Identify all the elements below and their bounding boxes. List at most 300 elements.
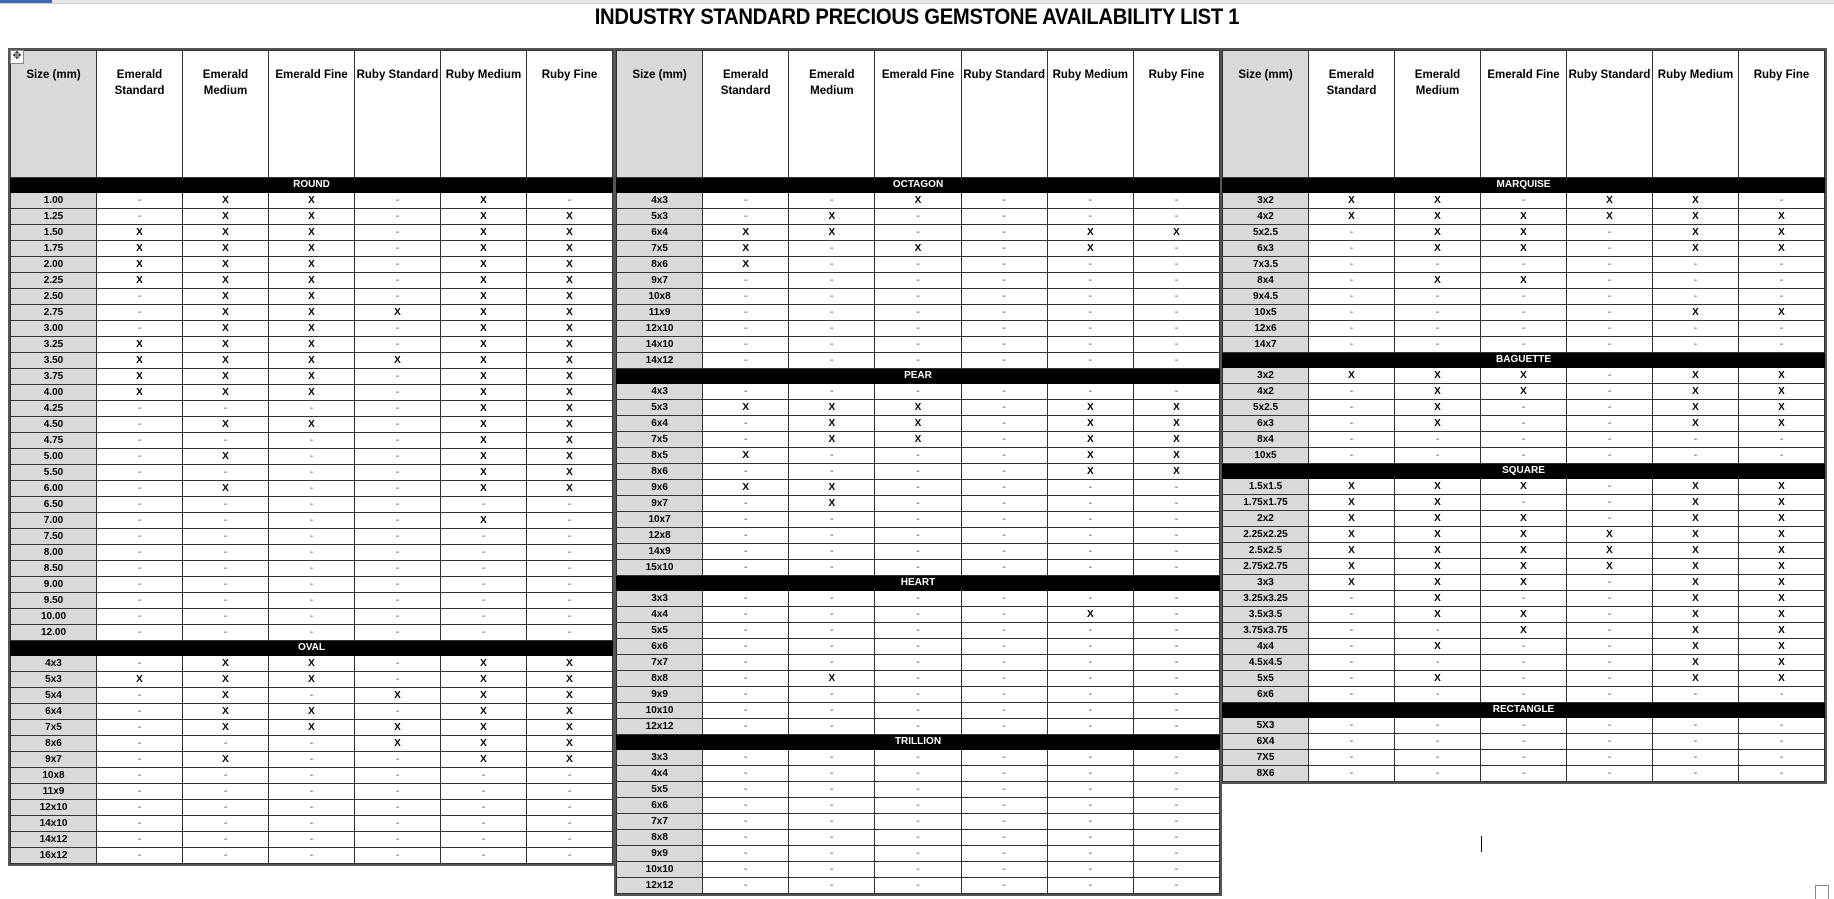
available-cell[interactable]: X bbox=[97, 672, 183, 688]
size-cell[interactable]: 15x10 bbox=[617, 560, 703, 576]
available-cell[interactable]: X bbox=[269, 209, 355, 225]
unavailable-cell[interactable]: - bbox=[1567, 321, 1653, 337]
available-cell[interactable]: X bbox=[1395, 575, 1481, 591]
unavailable-cell[interactable]: - bbox=[97, 481, 183, 497]
available-cell[interactable]: X bbox=[527, 433, 613, 449]
size-cell[interactable]: 9x4.5 bbox=[1223, 289, 1309, 305]
available-cell[interactable]: X bbox=[1481, 559, 1567, 575]
unavailable-cell[interactable]: - bbox=[1567, 718, 1653, 734]
unavailable-cell[interactable]: - bbox=[1567, 241, 1653, 257]
unavailable-cell[interactable]: - bbox=[1133, 766, 1219, 782]
unavailable-cell[interactable]: - bbox=[97, 305, 183, 321]
unavailable-cell[interactable]: - bbox=[1133, 655, 1219, 671]
unavailable-cell[interactable]: - bbox=[355, 609, 441, 625]
unavailable-cell[interactable]: - bbox=[875, 687, 961, 703]
unavailable-cell[interactable]: - bbox=[1395, 448, 1481, 464]
size-cell[interactable]: 3.5x3.5 bbox=[1223, 607, 1309, 623]
unavailable-cell[interactable]: - bbox=[961, 623, 1047, 639]
unavailable-cell[interactable]: - bbox=[1567, 639, 1653, 655]
size-cell[interactable]: 2.75x2.75 bbox=[1223, 559, 1309, 575]
unavailable-cell[interactable]: - bbox=[1309, 718, 1395, 734]
unavailable-cell[interactable]: - bbox=[269, 688, 355, 704]
unavailable-cell[interactable]: - bbox=[1133, 830, 1219, 846]
unavailable-cell[interactable]: - bbox=[1133, 782, 1219, 798]
unavailable-cell[interactable]: - bbox=[703, 512, 789, 528]
unavailable-cell[interactable]: - bbox=[875, 384, 961, 400]
unavailable-cell[interactable]: - bbox=[1567, 400, 1653, 416]
unavailable-cell[interactable]: - bbox=[355, 768, 441, 784]
unavailable-cell[interactable]: - bbox=[1653, 718, 1739, 734]
unavailable-cell[interactable]: - bbox=[97, 497, 183, 513]
unavailable-cell[interactable]: - bbox=[97, 848, 183, 864]
unavailable-cell[interactable]: - bbox=[355, 752, 441, 768]
unavailable-cell[interactable]: - bbox=[961, 257, 1047, 273]
unavailable-cell[interactable]: - bbox=[269, 625, 355, 641]
size-cell[interactable]: 5x2.5 bbox=[1223, 225, 1309, 241]
size-cell[interactable]: 3.25 bbox=[11, 337, 97, 353]
available-cell[interactable]: X bbox=[1395, 273, 1481, 289]
unavailable-cell[interactable]: - bbox=[1653, 289, 1739, 305]
available-cell[interactable]: X bbox=[183, 209, 269, 225]
unavailable-cell[interactable]: - bbox=[703, 496, 789, 512]
available-cell[interactable]: X bbox=[97, 353, 183, 369]
unavailable-cell[interactable]: - bbox=[1309, 241, 1395, 257]
available-cell[interactable]: X bbox=[183, 241, 269, 257]
available-cell[interactable]: X bbox=[527, 209, 613, 225]
unavailable-cell[interactable]: - bbox=[1047, 798, 1133, 814]
unavailable-cell[interactable]: - bbox=[875, 750, 961, 766]
size-cell[interactable]: 8.00 bbox=[11, 545, 97, 561]
size-cell[interactable]: 8x4 bbox=[1223, 432, 1309, 448]
size-cell[interactable]: 4x3 bbox=[617, 384, 703, 400]
unavailable-cell[interactable]: - bbox=[961, 432, 1047, 448]
unavailable-cell[interactable]: - bbox=[961, 607, 1047, 623]
unavailable-cell[interactable]: - bbox=[703, 671, 789, 687]
unavailable-cell[interactable]: - bbox=[97, 209, 183, 225]
available-cell[interactable]: X bbox=[1739, 241, 1825, 257]
available-cell[interactable]: X bbox=[527, 720, 613, 736]
unavailable-cell[interactable]: - bbox=[441, 545, 527, 561]
unavailable-cell[interactable]: - bbox=[1047, 782, 1133, 798]
unavailable-cell[interactable]: - bbox=[1653, 766, 1739, 782]
unavailable-cell[interactable]: - bbox=[183, 768, 269, 784]
size-cell[interactable]: 4x4 bbox=[617, 607, 703, 623]
unavailable-cell[interactable]: - bbox=[1481, 448, 1567, 464]
unavailable-cell[interactable]: - bbox=[1653, 750, 1739, 766]
unavailable-cell[interactable]: - bbox=[441, 529, 527, 545]
unavailable-cell[interactable]: - bbox=[703, 416, 789, 432]
size-cell[interactable]: 7X5 bbox=[1223, 750, 1309, 766]
unavailable-cell[interactable]: - bbox=[1047, 512, 1133, 528]
unavailable-cell[interactable]: - bbox=[961, 591, 1047, 607]
size-cell[interactable]: 6.50 bbox=[11, 497, 97, 513]
unavailable-cell[interactable]: - bbox=[1739, 257, 1825, 273]
available-cell[interactable]: X bbox=[1739, 495, 1825, 511]
unavailable-cell[interactable]: - bbox=[1653, 448, 1739, 464]
unavailable-cell[interactable]: - bbox=[703, 719, 789, 735]
size-cell[interactable]: 5x5 bbox=[1223, 671, 1309, 687]
unavailable-cell[interactable]: - bbox=[1309, 607, 1395, 623]
unavailable-cell[interactable]: - bbox=[269, 784, 355, 800]
available-cell[interactable]: X bbox=[1567, 543, 1653, 559]
unavailable-cell[interactable]: - bbox=[789, 448, 875, 464]
available-cell[interactable]: X bbox=[1481, 384, 1567, 400]
unavailable-cell[interactable]: - bbox=[1739, 766, 1825, 782]
unavailable-cell[interactable]: - bbox=[1653, 257, 1739, 273]
available-cell[interactable]: X bbox=[527, 289, 613, 305]
unavailable-cell[interactable]: - bbox=[875, 257, 961, 273]
available-cell[interactable]: X bbox=[527, 481, 613, 497]
unavailable-cell[interactable]: - bbox=[97, 529, 183, 545]
size-cell[interactable]: 8x8 bbox=[617, 830, 703, 846]
unavailable-cell[interactable]: - bbox=[1133, 273, 1219, 289]
size-cell[interactable]: 6X4 bbox=[1223, 734, 1309, 750]
unavailable-cell[interactable]: - bbox=[789, 528, 875, 544]
available-cell[interactable]: X bbox=[1567, 527, 1653, 543]
unavailable-cell[interactable]: - bbox=[1567, 734, 1653, 750]
available-cell[interactable]: X bbox=[527, 257, 613, 273]
unavailable-cell[interactable]: - bbox=[355, 209, 441, 225]
available-cell[interactable]: X bbox=[1653, 241, 1739, 257]
unavailable-cell[interactable]: - bbox=[1133, 703, 1219, 719]
unavailable-cell[interactable]: - bbox=[789, 464, 875, 480]
size-cell[interactable]: 8.50 bbox=[11, 561, 97, 577]
unavailable-cell[interactable]: - bbox=[1133, 353, 1219, 369]
available-cell[interactable]: X bbox=[1481, 225, 1567, 241]
available-cell[interactable]: X bbox=[527, 337, 613, 353]
unavailable-cell[interactable]: - bbox=[441, 497, 527, 513]
size-cell[interactable]: 4.50 bbox=[11, 417, 97, 433]
size-cell[interactable]: 16x12 bbox=[11, 848, 97, 864]
available-cell[interactable]: X bbox=[355, 688, 441, 704]
available-cell[interactable]: X bbox=[789, 400, 875, 416]
unavailable-cell[interactable]: - bbox=[789, 353, 875, 369]
unavailable-cell[interactable]: - bbox=[527, 800, 613, 816]
unavailable-cell[interactable]: - bbox=[441, 577, 527, 593]
size-cell[interactable]: 5.00 bbox=[11, 449, 97, 465]
available-cell[interactable]: X bbox=[1739, 400, 1825, 416]
unavailable-cell[interactable]: - bbox=[1653, 337, 1739, 353]
available-cell[interactable]: X bbox=[1653, 209, 1739, 225]
size-cell[interactable]: 4x3 bbox=[617, 193, 703, 209]
size-cell[interactable]: 14x12 bbox=[617, 353, 703, 369]
unavailable-cell[interactable]: - bbox=[183, 848, 269, 864]
unavailable-cell[interactable]: - bbox=[97, 784, 183, 800]
unavailable-cell[interactable]: - bbox=[183, 625, 269, 641]
available-cell[interactable]: X bbox=[441, 305, 527, 321]
unavailable-cell[interactable]: - bbox=[961, 321, 1047, 337]
available-cell[interactable]: X bbox=[875, 241, 961, 257]
available-cell[interactable]: X bbox=[1653, 416, 1739, 432]
size-cell[interactable]: 9x7 bbox=[11, 752, 97, 768]
available-cell[interactable]: X bbox=[1739, 368, 1825, 384]
available-cell[interactable]: X bbox=[269, 257, 355, 273]
unavailable-cell[interactable]: - bbox=[961, 655, 1047, 671]
unavailable-cell[interactable]: - bbox=[1481, 495, 1567, 511]
unavailable-cell[interactable]: - bbox=[961, 782, 1047, 798]
available-cell[interactable]: X bbox=[1395, 511, 1481, 527]
unavailable-cell[interactable]: - bbox=[703, 273, 789, 289]
unavailable-cell[interactable]: - bbox=[97, 401, 183, 417]
unavailable-cell[interactable]: - bbox=[875, 209, 961, 225]
unavailable-cell[interactable]: - bbox=[97, 609, 183, 625]
unavailable-cell[interactable]: - bbox=[875, 591, 961, 607]
unavailable-cell[interactable]: - bbox=[1309, 655, 1395, 671]
unavailable-cell[interactable]: - bbox=[789, 623, 875, 639]
move-arrows-icon[interactable]: ✥ bbox=[10, 50, 24, 64]
unavailable-cell[interactable]: - bbox=[1739, 687, 1825, 703]
size-cell[interactable]: 1.5x1.5 bbox=[1223, 479, 1309, 495]
available-cell[interactable]: X bbox=[527, 736, 613, 752]
unavailable-cell[interactable]: - bbox=[789, 878, 875, 894]
unavailable-cell[interactable]: - bbox=[269, 465, 355, 481]
unavailable-cell[interactable]: - bbox=[269, 481, 355, 497]
unavailable-cell[interactable]: - bbox=[1133, 878, 1219, 894]
available-cell[interactable]: X bbox=[527, 385, 613, 401]
unavailable-cell[interactable]: - bbox=[1567, 495, 1653, 511]
size-cell[interactable]: 5x5 bbox=[617, 623, 703, 639]
available-cell[interactable]: X bbox=[441, 417, 527, 433]
unavailable-cell[interactable]: - bbox=[441, 609, 527, 625]
available-cell[interactable]: X bbox=[441, 481, 527, 497]
unavailable-cell[interactable]: - bbox=[355, 289, 441, 305]
unavailable-cell[interactable]: - bbox=[1133, 814, 1219, 830]
available-cell[interactable]: X bbox=[183, 449, 269, 465]
available-cell[interactable]: X bbox=[1395, 543, 1481, 559]
available-cell[interactable]: X bbox=[97, 369, 183, 385]
size-cell[interactable]: 5X3 bbox=[1223, 718, 1309, 734]
unavailable-cell[interactable]: - bbox=[1309, 321, 1395, 337]
unavailable-cell[interactable]: - bbox=[1047, 766, 1133, 782]
size-cell[interactable]: 2.00 bbox=[11, 257, 97, 273]
available-cell[interactable]: X bbox=[1481, 607, 1567, 623]
size-cell[interactable]: 7.50 bbox=[11, 529, 97, 545]
unavailable-cell[interactable]: - bbox=[269, 848, 355, 864]
unavailable-cell[interactable]: - bbox=[269, 816, 355, 832]
unavailable-cell[interactable]: - bbox=[875, 225, 961, 241]
available-cell[interactable]: X bbox=[1133, 464, 1219, 480]
size-cell[interactable]: 9x6 bbox=[617, 480, 703, 496]
available-cell[interactable]: X bbox=[269, 385, 355, 401]
unavailable-cell[interactable]: - bbox=[1047, 830, 1133, 846]
unavailable-cell[interactable]: - bbox=[97, 832, 183, 848]
available-cell[interactable]: X bbox=[183, 353, 269, 369]
unavailable-cell[interactable]: - bbox=[183, 816, 269, 832]
available-cell[interactable]: X bbox=[1395, 479, 1481, 495]
available-cell[interactable]: X bbox=[1395, 559, 1481, 575]
unavailable-cell[interactable]: - bbox=[1133, 193, 1219, 209]
unavailable-cell[interactable]: - bbox=[1133, 591, 1219, 607]
unavailable-cell[interactable]: - bbox=[1653, 432, 1739, 448]
available-cell[interactable]: X bbox=[441, 225, 527, 241]
available-cell[interactable]: X bbox=[269, 289, 355, 305]
unavailable-cell[interactable]: - bbox=[355, 672, 441, 688]
unavailable-cell[interactable]: - bbox=[1395, 750, 1481, 766]
available-cell[interactable]: X bbox=[789, 480, 875, 496]
unavailable-cell[interactable]: - bbox=[961, 480, 1047, 496]
unavailable-cell[interactable]: - bbox=[1047, 719, 1133, 735]
size-cell[interactable]: 3x2 bbox=[1223, 368, 1309, 384]
size-cell[interactable]: 9x9 bbox=[617, 846, 703, 862]
unavailable-cell[interactable]: - bbox=[875, 496, 961, 512]
unavailable-cell[interactable]: - bbox=[1309, 273, 1395, 289]
unavailable-cell[interactable]: - bbox=[1653, 273, 1739, 289]
available-cell[interactable]: X bbox=[1653, 479, 1739, 495]
available-cell[interactable]: X bbox=[1567, 559, 1653, 575]
unavailable-cell[interactable]: - bbox=[355, 800, 441, 816]
unavailable-cell[interactable]: - bbox=[961, 878, 1047, 894]
available-cell[interactable]: X bbox=[441, 321, 527, 337]
unavailable-cell[interactable]: - bbox=[1567, 750, 1653, 766]
unavailable-cell[interactable]: - bbox=[1133, 337, 1219, 353]
size-cell[interactable]: 7.00 bbox=[11, 513, 97, 529]
unavailable-cell[interactable]: - bbox=[527, 768, 613, 784]
unavailable-cell[interactable]: - bbox=[703, 862, 789, 878]
available-cell[interactable]: X bbox=[1481, 527, 1567, 543]
size-cell[interactable]: 8x6 bbox=[11, 736, 97, 752]
available-cell[interactable]: X bbox=[1739, 416, 1825, 432]
size-cell[interactable]: 6x3 bbox=[1223, 416, 1309, 432]
unavailable-cell[interactable]: - bbox=[789, 544, 875, 560]
available-cell[interactable]: X bbox=[183, 225, 269, 241]
unavailable-cell[interactable]: - bbox=[183, 577, 269, 593]
unavailable-cell[interactable]: - bbox=[789, 384, 875, 400]
unavailable-cell[interactable]: - bbox=[97, 577, 183, 593]
unavailable-cell[interactable]: - bbox=[183, 465, 269, 481]
unavailable-cell[interactable]: - bbox=[1567, 687, 1653, 703]
available-cell[interactable]: X bbox=[703, 225, 789, 241]
unavailable-cell[interactable]: - bbox=[183, 433, 269, 449]
unavailable-cell[interactable]: - bbox=[1047, 384, 1133, 400]
available-cell[interactable]: X bbox=[1481, 575, 1567, 591]
unavailable-cell[interactable]: - bbox=[1739, 273, 1825, 289]
available-cell[interactable]: X bbox=[269, 241, 355, 257]
available-cell[interactable]: X bbox=[1739, 511, 1825, 527]
unavailable-cell[interactable]: - bbox=[1047, 560, 1133, 576]
unavailable-cell[interactable]: - bbox=[703, 432, 789, 448]
unavailable-cell[interactable]: - bbox=[441, 816, 527, 832]
unavailable-cell[interactable]: - bbox=[1133, 209, 1219, 225]
unavailable-cell[interactable]: - bbox=[1047, 273, 1133, 289]
unavailable-cell[interactable]: - bbox=[789, 241, 875, 257]
unavailable-cell[interactable]: - bbox=[97, 593, 183, 609]
available-cell[interactable]: X bbox=[1739, 639, 1825, 655]
available-cell[interactable]: X bbox=[269, 305, 355, 321]
unavailable-cell[interactable]: - bbox=[703, 464, 789, 480]
unavailable-cell[interactable]: - bbox=[269, 497, 355, 513]
available-cell[interactable]: X bbox=[183, 656, 269, 672]
unavailable-cell[interactable]: - bbox=[1309, 432, 1395, 448]
available-cell[interactable]: X bbox=[183, 257, 269, 273]
unavailable-cell[interactable]: - bbox=[1133, 241, 1219, 257]
size-cell[interactable]: 8x5 bbox=[617, 448, 703, 464]
unavailable-cell[interactable]: - bbox=[355, 401, 441, 417]
available-cell[interactable]: X bbox=[1481, 623, 1567, 639]
unavailable-cell[interactable]: - bbox=[1309, 750, 1395, 766]
unavailable-cell[interactable]: - bbox=[355, 241, 441, 257]
available-cell[interactable]: X bbox=[527, 688, 613, 704]
unavailable-cell[interactable]: - bbox=[355, 593, 441, 609]
size-cell[interactable]: 7x5 bbox=[617, 432, 703, 448]
available-cell[interactable]: X bbox=[875, 400, 961, 416]
size-cell[interactable]: 4x2 bbox=[1223, 209, 1309, 225]
size-cell[interactable]: 3.75x3.75 bbox=[1223, 623, 1309, 639]
unavailable-cell[interactable]: - bbox=[1133, 512, 1219, 528]
unavailable-cell[interactable]: - bbox=[961, 798, 1047, 814]
unavailable-cell[interactable]: - bbox=[183, 513, 269, 529]
available-cell[interactable]: X bbox=[527, 704, 613, 720]
unavailable-cell[interactable]: - bbox=[961, 750, 1047, 766]
available-cell[interactable]: X bbox=[183, 305, 269, 321]
size-cell[interactable]: 7x5 bbox=[11, 720, 97, 736]
available-cell[interactable]: X bbox=[1653, 623, 1739, 639]
unavailable-cell[interactable]: - bbox=[355, 784, 441, 800]
available-cell[interactable]: X bbox=[1653, 511, 1739, 527]
unavailable-cell[interactable]: - bbox=[1133, 321, 1219, 337]
unavailable-cell[interactable]: - bbox=[789, 273, 875, 289]
size-cell[interactable]: 14x10 bbox=[617, 337, 703, 353]
size-cell[interactable]: 8x6 bbox=[617, 257, 703, 273]
unavailable-cell[interactable]: - bbox=[1047, 321, 1133, 337]
available-cell[interactable]: X bbox=[527, 225, 613, 241]
unavailable-cell[interactable]: - bbox=[789, 782, 875, 798]
unavailable-cell[interactable]: - bbox=[875, 305, 961, 321]
available-cell[interactable]: X bbox=[1309, 511, 1395, 527]
unavailable-cell[interactable]: - bbox=[1481, 289, 1567, 305]
available-cell[interactable]: X bbox=[1653, 591, 1739, 607]
unavailable-cell[interactable]: - bbox=[441, 832, 527, 848]
available-cell[interactable]: X bbox=[1133, 225, 1219, 241]
unavailable-cell[interactable]: - bbox=[1133, 257, 1219, 273]
unavailable-cell[interactable]: - bbox=[97, 433, 183, 449]
unavailable-cell[interactable]: - bbox=[355, 561, 441, 577]
available-cell[interactable]: X bbox=[97, 241, 183, 257]
available-cell[interactable]: X bbox=[183, 672, 269, 688]
unavailable-cell[interactable]: - bbox=[1395, 734, 1481, 750]
size-cell[interactable]: 12.00 bbox=[11, 625, 97, 641]
available-cell[interactable]: X bbox=[789, 225, 875, 241]
size-cell[interactable]: 4x2 bbox=[1223, 384, 1309, 400]
unavailable-cell[interactable]: - bbox=[703, 703, 789, 719]
unavailable-cell[interactable]: - bbox=[789, 719, 875, 735]
unavailable-cell[interactable]: - bbox=[1481, 432, 1567, 448]
unavailable-cell[interactable]: - bbox=[1395, 337, 1481, 353]
unavailable-cell[interactable]: - bbox=[703, 209, 789, 225]
size-cell[interactable]: 10x10 bbox=[617, 703, 703, 719]
unavailable-cell[interactable]: - bbox=[269, 401, 355, 417]
unavailable-cell[interactable]: - bbox=[789, 766, 875, 782]
available-cell[interactable]: X bbox=[1567, 209, 1653, 225]
available-cell[interactable]: X bbox=[1047, 400, 1133, 416]
unavailable-cell[interactable]: - bbox=[1133, 305, 1219, 321]
unavailable-cell[interactable]: - bbox=[1481, 750, 1567, 766]
available-cell[interactable]: X bbox=[1739, 384, 1825, 400]
available-cell[interactable]: X bbox=[1309, 575, 1395, 591]
size-cell[interactable]: 2.25 bbox=[11, 273, 97, 289]
unavailable-cell[interactable]: - bbox=[269, 513, 355, 529]
unavailable-cell[interactable]: - bbox=[875, 623, 961, 639]
unavailable-cell[interactable]: - bbox=[875, 544, 961, 560]
size-cell[interactable]: 6x6 bbox=[617, 798, 703, 814]
size-cell[interactable]: 4.75 bbox=[11, 433, 97, 449]
unavailable-cell[interactable]: - bbox=[97, 545, 183, 561]
unavailable-cell[interactable]: - bbox=[961, 544, 1047, 560]
unavailable-cell[interactable]: - bbox=[1047, 496, 1133, 512]
unavailable-cell[interactable]: - bbox=[441, 784, 527, 800]
unavailable-cell[interactable]: - bbox=[875, 655, 961, 671]
available-cell[interactable]: X bbox=[527, 353, 613, 369]
size-cell[interactable]: 6x4 bbox=[11, 704, 97, 720]
